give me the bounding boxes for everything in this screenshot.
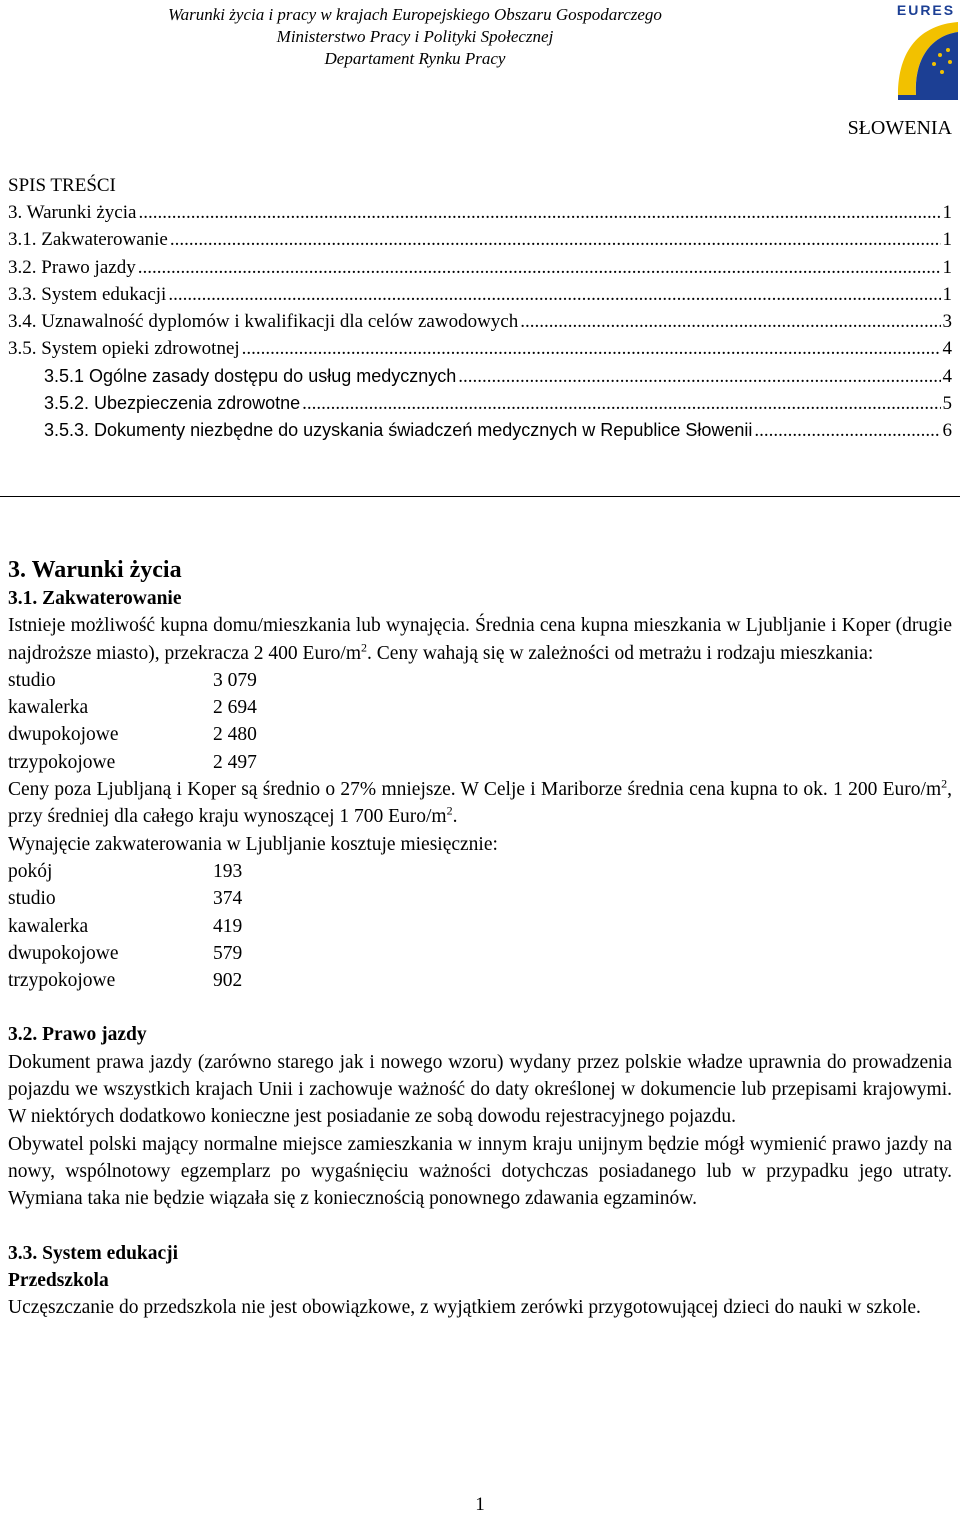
section-heading: 3. Warunki życia bbox=[8, 557, 182, 583]
horizontal-divider bbox=[0, 496, 960, 497]
paragraph: Obywatel polski mający normalne miejsce zamieszkania w innym kraju unijnym będzie mógł wymienić prawo jazdy na nowy, wspólnotowy egzemplarz po wygaśnięciu ważności dotychczas posiadanego lub w przypadku jego utraty. Wymiana taka nie będzie wiązała się z koniecznością ponownego zdawania egzaminów. bbox=[8, 1133, 952, 1210]
rent-row: kawalerka 419 bbox=[8, 915, 243, 937]
toc-item[interactable]: 3.1. Zakwaterowanie ..... 1 bbox=[8, 226, 952, 253]
toc-item[interactable]: 3.5.1 Ogólne zasady dostępu do usług medycznych ..... 4 bbox=[8, 363, 952, 390]
price-row: trzypokojowe 2 497 bbox=[8, 751, 257, 773]
price-row: kawalerka 2 694 bbox=[8, 697, 257, 719]
paragraph: Dokument prawa jazdy (zarówno starego jak i nowego wzoru) wydany przez polskie władze uprawnia do prowadzenia pojazdu we wszystkich krajach Unii i zachowuje ważność do daty określonej w dokumencie lub przepisami krajowymi. W niektórych dodatkowo konieczne jest posiadanie ze sobą dowodu rejestracyjnego pojazdu. bbox=[8, 1051, 952, 1128]
paragraph: Wynajęcie zakwaterowania w Ljubljanie kosztuje miesięcznie: bbox=[8, 833, 498, 855]
toc-item[interactable]: 3.3. System edukacji ..... 1 bbox=[8, 281, 952, 308]
rent-row: dwupokojowe 579 bbox=[8, 942, 243, 964]
toc-title: SPIS TREŚCI bbox=[8, 175, 116, 196]
page-number: 1 bbox=[475, 1494, 485, 1515]
eures-logo bbox=[890, 0, 960, 110]
toc-item[interactable]: 3.5.2. Ubezpieczenia zdrowotne ..... 5 bbox=[8, 390, 952, 417]
page-header bbox=[0, 4, 960, 70]
subsection-heading: 3.3. System edukacji bbox=[8, 1242, 179, 1264]
paragraph: Uczęszczanie do przedszkola nie jest obowiązkowe, z wyjątkiem zerówki przygotowującej dzieci do nauki w szkole. bbox=[8, 1297, 921, 1319]
subsection-heading: 3.1. Zakwaterowanie bbox=[8, 588, 182, 609]
toc-item[interactable]: 3.4. Uznawalność dyplomów i kwalifikacji dla celów zawodowych ..... 3 bbox=[8, 308, 952, 335]
rent-row: trzypokojowe 902 bbox=[8, 970, 243, 992]
toc-item[interactable]: 3. Warunki życia ..... 1 bbox=[8, 199, 952, 226]
toc-item[interactable]: 3.5. System opieki zdrowotnej ..... 4 bbox=[8, 335, 952, 362]
eures-logo-text: EURES bbox=[896, 2, 956, 18]
paragraph: Istnieje możliwość kupna domu/mieszkania lub wynajęcia. Średnia cena kupna mieszkania w Ljubljanie i Koper (drugie najdroższe miasto), przekracza 2 400 Euro/$m^2$. Ceny wahają się w zależności od metrażu i rodzaju mieszkania: bbox=[8, 615, 952, 664]
header-line-1: Warunki życia i pracy w krajach Europejskiego Obszaru Gospodarczego bbox=[168, 5, 662, 24]
toc-item[interactable]: 3.2. Prawo jazdy ..... 1 bbox=[8, 254, 952, 281]
header-line-2: Ministerstwo Pracy i Polityki Społecznej bbox=[276, 27, 554, 46]
subheading: Przedszkola bbox=[8, 1269, 109, 1291]
price-row: studio 3 079 bbox=[8, 669, 257, 691]
header-line-3: Departament Rynku Pracy bbox=[324, 49, 506, 68]
table-of-contents bbox=[8, 172, 952, 445]
subsection-heading: 3.2. Prawo jazdy bbox=[8, 1024, 147, 1046]
rent-row: studio 374 bbox=[8, 888, 243, 910]
country-title: SŁOWENIA bbox=[847, 117, 952, 139]
paragraph: Ceny poza Ljubljaną i Koper są średnio o 27% mniejsze. W Celje i Mariborze średnia cena kupna to ok. 1 200 Euro/$m^2$, przy średniej dla całego kraju wynoszącej 1 700 Euro/$m^2$. bbox=[8, 776, 952, 828]
document-body bbox=[8, 555, 952, 1321]
rent-row: pokój 193 bbox=[8, 860, 243, 882]
price-row: dwupokojowe 2 480 bbox=[8, 724, 257, 746]
toc-item[interactable]: 3.5.3. Dokumenty niezbędne do uzyskania świadczeń medycznych w Republice Słowenii ..... 6 bbox=[8, 417, 952, 444]
